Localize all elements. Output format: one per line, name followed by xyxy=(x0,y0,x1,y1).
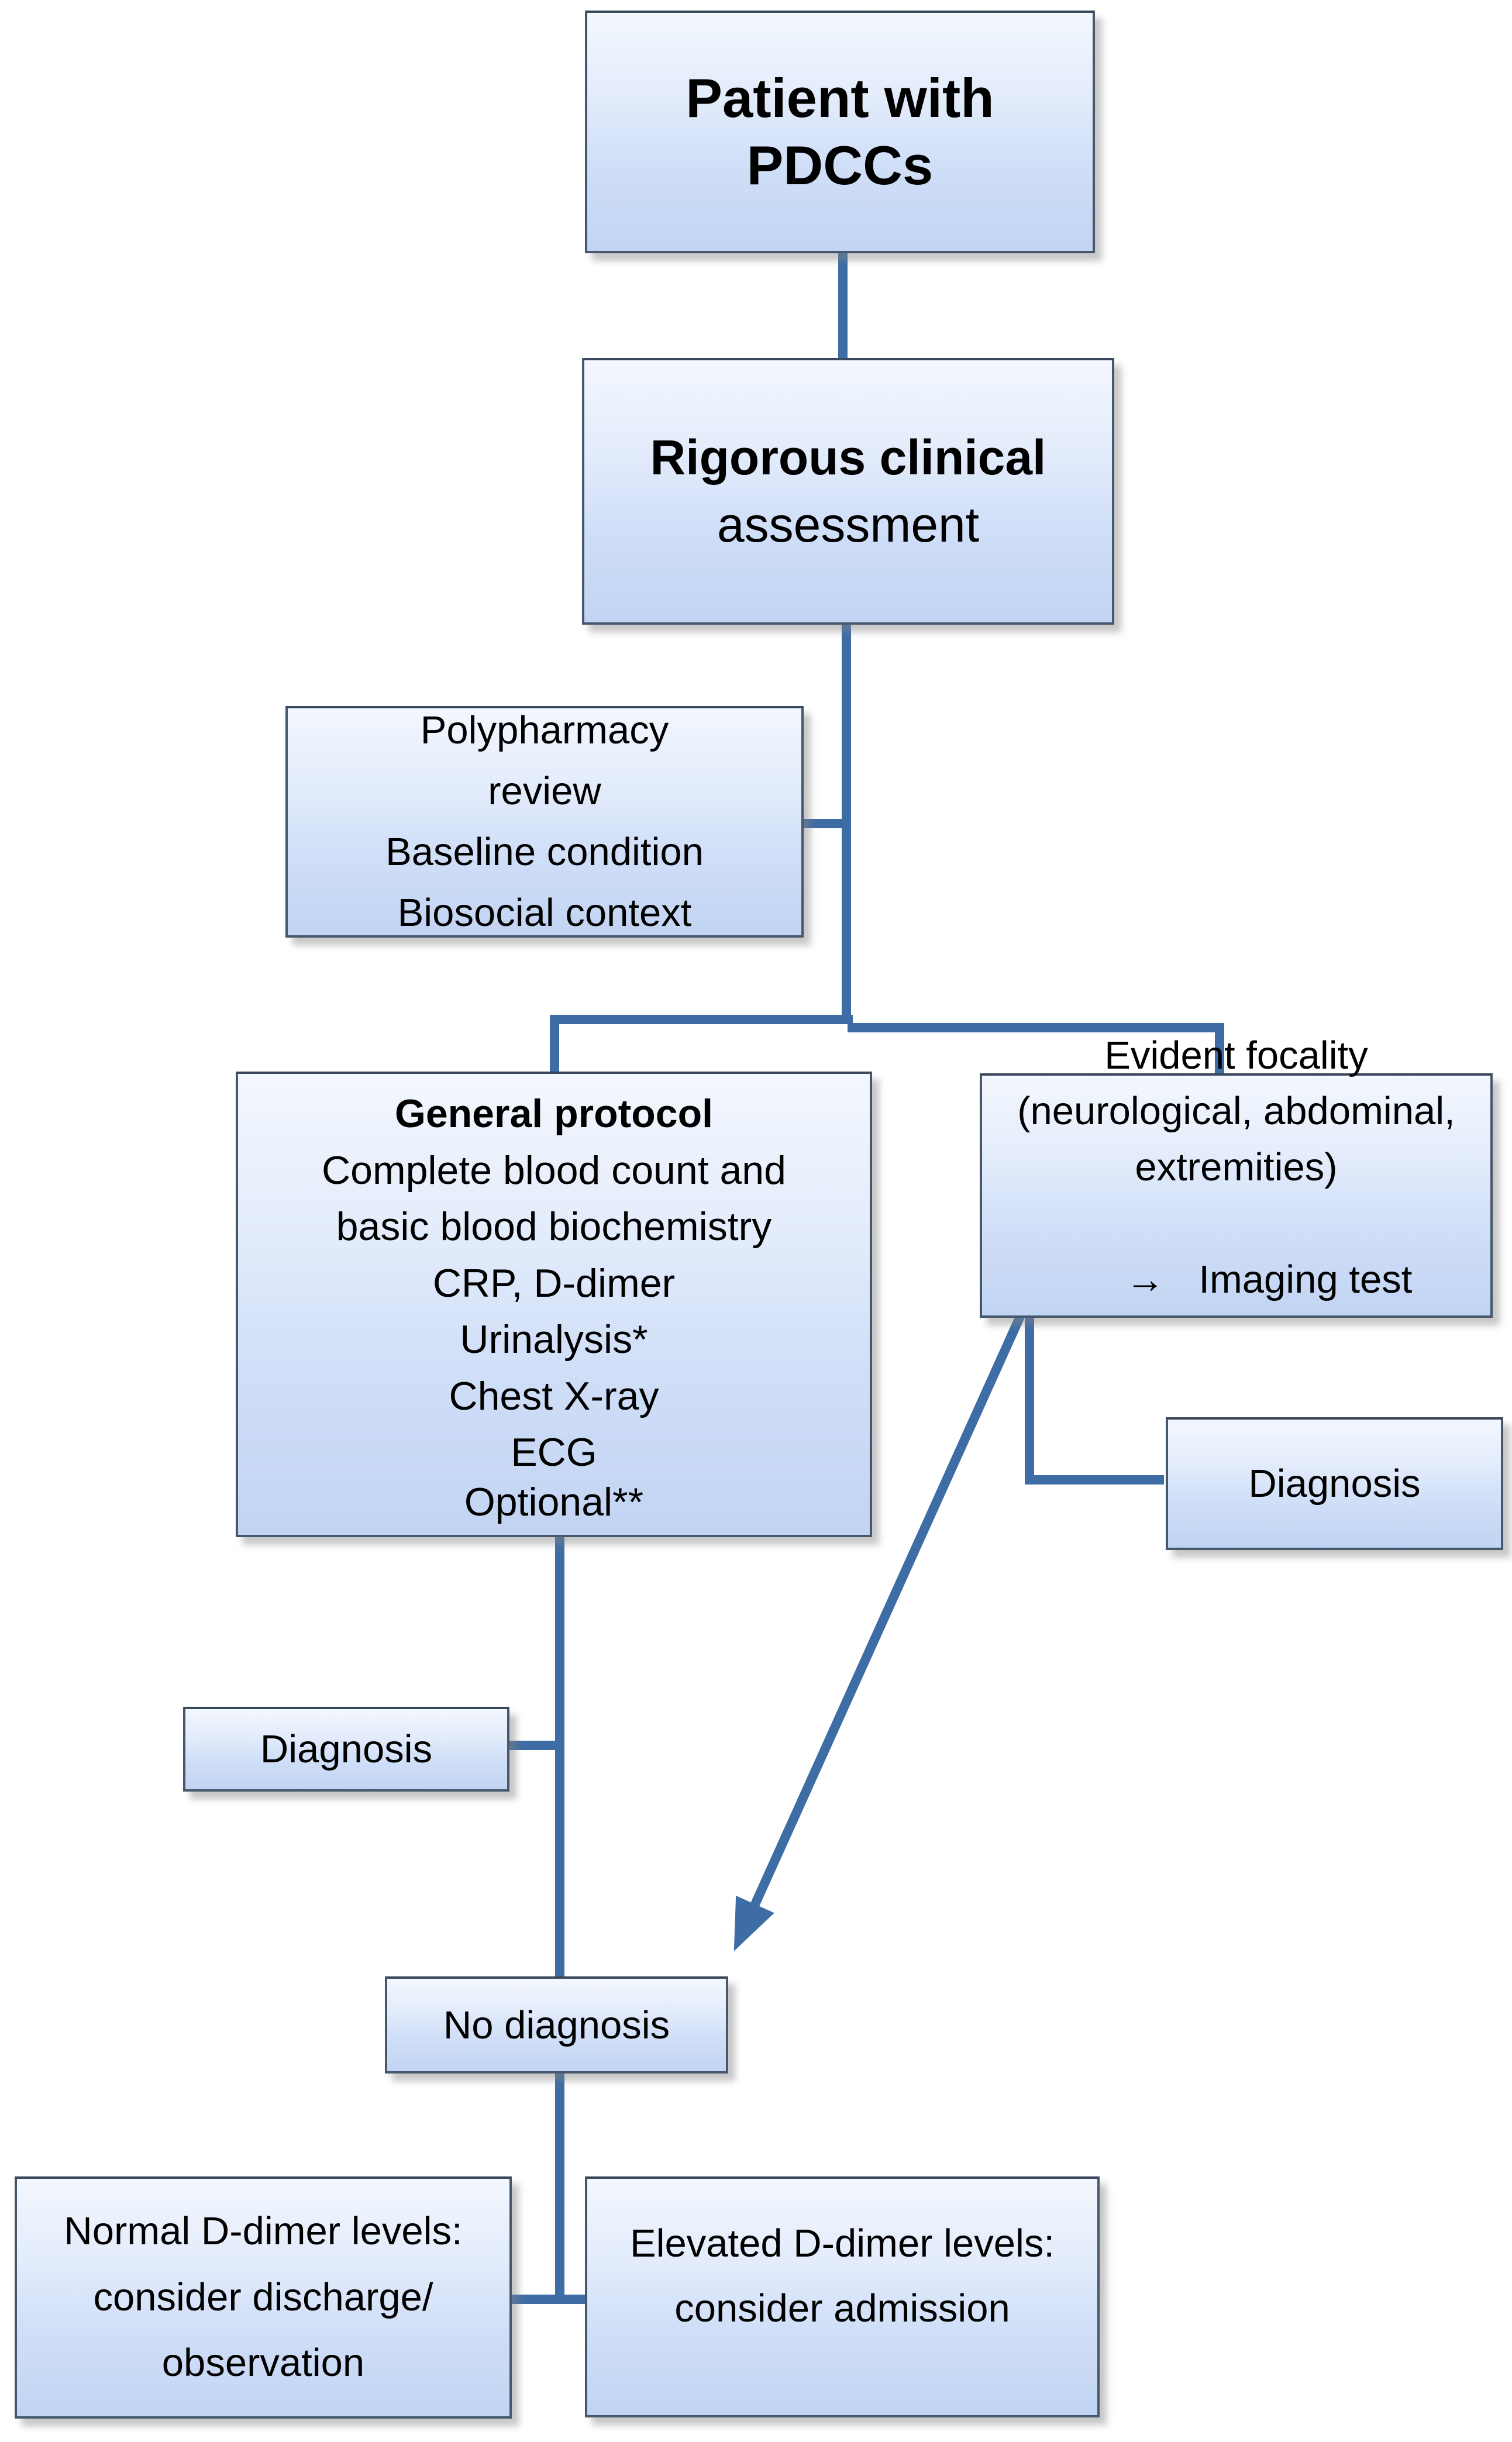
box-diagnosis-right xyxy=(1166,1417,1503,1550)
imaging-test-label: Imaging test xyxy=(1198,1257,1413,1301)
box-evident-focality-line: (neurological, abdominal, xyxy=(1017,1089,1455,1134)
box-normal-ddimer-line: observation xyxy=(161,2341,365,2385)
right-arrow-icon: → xyxy=(1125,1257,1165,1301)
box-polypharmacy-review xyxy=(285,706,804,938)
box-patient-line: PDCCs xyxy=(746,134,934,196)
box-evident-focality-imaging-line xyxy=(1060,1196,1413,1363)
box-normal-ddimer-line: Normal D-dimer levels: xyxy=(64,2209,463,2254)
box-general-protocol-line: CRP, D-dimer xyxy=(432,1260,676,1306)
box-rigorous-line: Rigorous clinical xyxy=(650,429,1046,485)
box-normal-ddimer xyxy=(15,2176,512,2419)
connector-branch-left-to-general xyxy=(554,1019,853,1074)
box-general-protocol-line: Complete blood count and xyxy=(322,1148,786,1193)
box-patient-with-pdccs xyxy=(585,11,1095,253)
box-elevated-ddimer xyxy=(585,2176,1100,2417)
box-diagnosis-left xyxy=(183,1707,509,1792)
box-no-diagnosis-label: No diagnosis xyxy=(443,2003,670,2047)
box-evident-focality-line: Evident focality xyxy=(1104,1033,1368,1077)
box-general-protocol-heading: General protocol xyxy=(394,1091,714,1136)
box-evident-focality-line: extremities) xyxy=(1135,1145,1338,1190)
box-polypharmacy-line: Polypharmacy xyxy=(420,708,669,753)
box-general-protocol xyxy=(236,1072,872,1537)
box-patient-line: Patient with xyxy=(686,67,994,129)
box-general-protocol-line: Chest X-ray xyxy=(449,1373,659,1418)
box-general-protocol-line: Optional** xyxy=(464,1479,644,1524)
box-elevated-ddimer-line: Elevated D-dimer levels: xyxy=(629,2221,1055,2266)
box-diagnosis-right-label: Diagnosis xyxy=(1248,1462,1421,1506)
box-general-protocol-line: Urinalysis* xyxy=(460,1317,648,1362)
box-polypharmacy-line: Baseline condition xyxy=(385,830,704,874)
box-evident-focality xyxy=(980,1033,1493,1318)
box-polypharmacy-line: review xyxy=(488,769,601,814)
box-normal-ddimer-line: consider discharge/ xyxy=(93,2275,433,2319)
box-rigorous-clinical-assessment xyxy=(582,358,1114,625)
box-diagnosis-left-label: Diagnosis xyxy=(260,1727,433,1771)
box-no-diagnosis xyxy=(385,1976,728,2074)
box-general-protocol-line: ECG xyxy=(511,1430,597,1475)
box-polypharmacy-line: Biosocial context xyxy=(397,890,692,935)
box-rigorous-line: assessment xyxy=(717,497,980,552)
box-general-protocol-line: basic blood biochemistry xyxy=(336,1204,772,1249)
box-elevated-ddimer-line: consider admission xyxy=(674,2286,1010,2330)
